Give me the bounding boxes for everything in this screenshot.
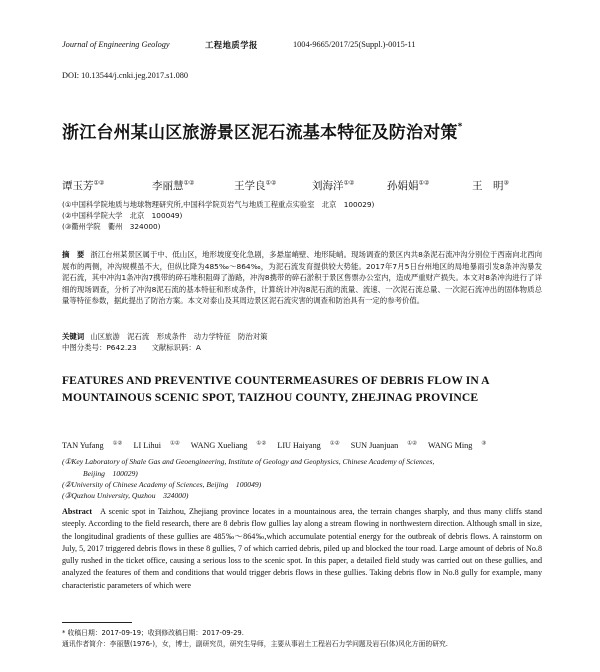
author-cn: 孙娟娟①② bbox=[387, 179, 430, 192]
affiliation-en-1: (①Key Laboratory of Shale Gas and Geoengineering, Institute of Geology and Geophysics, Chinese Academy of Sciences, bbox=[62, 457, 435, 466]
document-code: 文献标识码：A bbox=[151, 343, 201, 352]
authors-chinese bbox=[62, 178, 542, 194]
footnote-author-bio: 通讯作者简介：李丽慧(1976-)，女，博士，副研究员，研究生导师，主要从事岩土工程岩石力学问题及岩石(体)风化方面的研究. bbox=[62, 640, 448, 648]
author-cn: 刘海洋①② bbox=[312, 179, 355, 192]
abstract-en-text: A scenic spot in Taizhou, Zhejiang province locates in a mountainous area, the terrain changes sharply, and thus many cliffs stand steeply. According to the field research, there are 8 debris flow gullies lay along a stream flowing in northwestern direction. Although small in size, the longitudinal gradients of these gullies are 485‰～864‰,which accumulate potential energy for the outbreak of debris flows. A rainstorm on July, 5, 2017 triggered debris flows in these 8 gullies, 7 of which carried debris, piled up and blocked the tour road. Large amount of debris of No.8 gully rushed in the ticket office, causing a serious loss to the scenic spot. In this paper, a detailed field study was carried out on these gullies, and analyzed the features of them and conditions that would trigger debris flows in these gullies. Taking debris flow in No.8 gully for example, many characteristic parameters of which were bbox=[62, 507, 542, 590]
author-en: LI Lihui ①② bbox=[133, 440, 180, 450]
author-cn: 李丽慧①② bbox=[152, 179, 195, 192]
author-cn: 王 明③ bbox=[472, 179, 509, 192]
author-en: TAN Yufang ①② bbox=[62, 440, 123, 450]
author-cn: 谭玉芳①② bbox=[62, 179, 105, 192]
journal-name-english: Journal of Engineering Geology bbox=[62, 40, 170, 49]
journal-issn-code: 1004-9665/2017/25(Suppl.)-0015-11 bbox=[293, 40, 416, 49]
title-chinese bbox=[62, 118, 463, 143]
clc-number: 中图分类号：P642.23 bbox=[62, 343, 137, 352]
footnote-received-date: * 收稿日期：2017-09-19；收到修改稿日期：2017-09-29. bbox=[62, 629, 244, 637]
keywords-label: 关键词 bbox=[62, 332, 85, 341]
affiliation-cn-1: (①中国科学院地质与地球物理研究所,中国科学院页岩气与地质工程重点实验室 北京 100029) bbox=[62, 200, 375, 209]
title-chinese-text: 浙江台州某山区旅游景区泥石流基本特征及防治对策 bbox=[62, 123, 458, 143]
author-en: WANG Xueliang ①② bbox=[190, 440, 267, 450]
affiliation-cn-2: (②中国科学院大学 北京 100049) bbox=[62, 211, 183, 220]
abstract-chinese bbox=[62, 249, 542, 307]
classification bbox=[62, 342, 201, 353]
author-en: WANG Ming ③ bbox=[428, 440, 487, 450]
affiliation-en-1-cont: Beijing 100029) bbox=[83, 469, 138, 478]
abstract-english bbox=[62, 506, 542, 592]
authors-english bbox=[62, 440, 495, 450]
keywords-text: 山区旅游 泥石流 形成条件 动力学特征 防治对策 bbox=[90, 332, 268, 341]
affiliation-cn-3: (③衢州学院 衢州 324000) bbox=[62, 222, 161, 231]
affiliation-en-3: (③Quzhou University, Quzhou 324000) bbox=[62, 491, 189, 500]
author-en: LIU Haiyang ①② bbox=[277, 440, 340, 450]
abstract-en-label: Abstract bbox=[62, 507, 93, 516]
doi: DOI: 10.13544/j.cnki.jeg.2017.s1.080 bbox=[62, 71, 189, 80]
footnote-divider bbox=[62, 622, 132, 623]
title-footnote-mark: * bbox=[457, 122, 463, 133]
abstract-cn-label: 摘 要 bbox=[62, 250, 85, 259]
abstract-cn-text: 浙江台州某景区属于中、低山区，地形坡度变化急剧，多悬崖峭壁、地形陡峭。现场调查的景区内共8条泥石流冲沟分别位于西南向北西向展布的两侧，冲沟规模虽不大，但纵比降为485‰～864‰，为泥石流发育提供较大势能。2017年7月5日台州地区的局地暴雨引发8条冲沟暴发泥石流，其中冲沟1条冲沟7携带的碎石堆积阻碍了游路，冲沟8携带的碎石淤积于景区售票办公室内，造成严重财产损失。本文对8条冲沟进行了详细的现场调查，分析了冲沟8泥石流的基本特征和形成条件，计算统计冲沟8泥石流的流量、流速、一次泥石流总量、一次泥石流冲出的固体物质总量等特征参数，据此提出了防治方案。本文对泰山及其周边景区泥石流灾害的调查和防治具有一定的参考价值。 bbox=[62, 250, 542, 305]
author-en: SUN Juanjuan ①② bbox=[350, 440, 418, 450]
author-cn: 王学良①② bbox=[234, 179, 277, 192]
journal-name-chinese: 工程地质学报 bbox=[205, 40, 258, 50]
keywords-chinese bbox=[62, 331, 268, 342]
title-english: FEATURES AND PREVENTIVE COUNTERMEASURES OF DEBRIS FLOW IN A MOUNTAINOUS SCENIC SPOT, TAIZHOU COUNTY, ZHEJINAG PROVINCE bbox=[62, 374, 489, 404]
affiliation-en-2: (②University of Chinese Academy of Sciences, Beijing 100049) bbox=[62, 480, 262, 489]
